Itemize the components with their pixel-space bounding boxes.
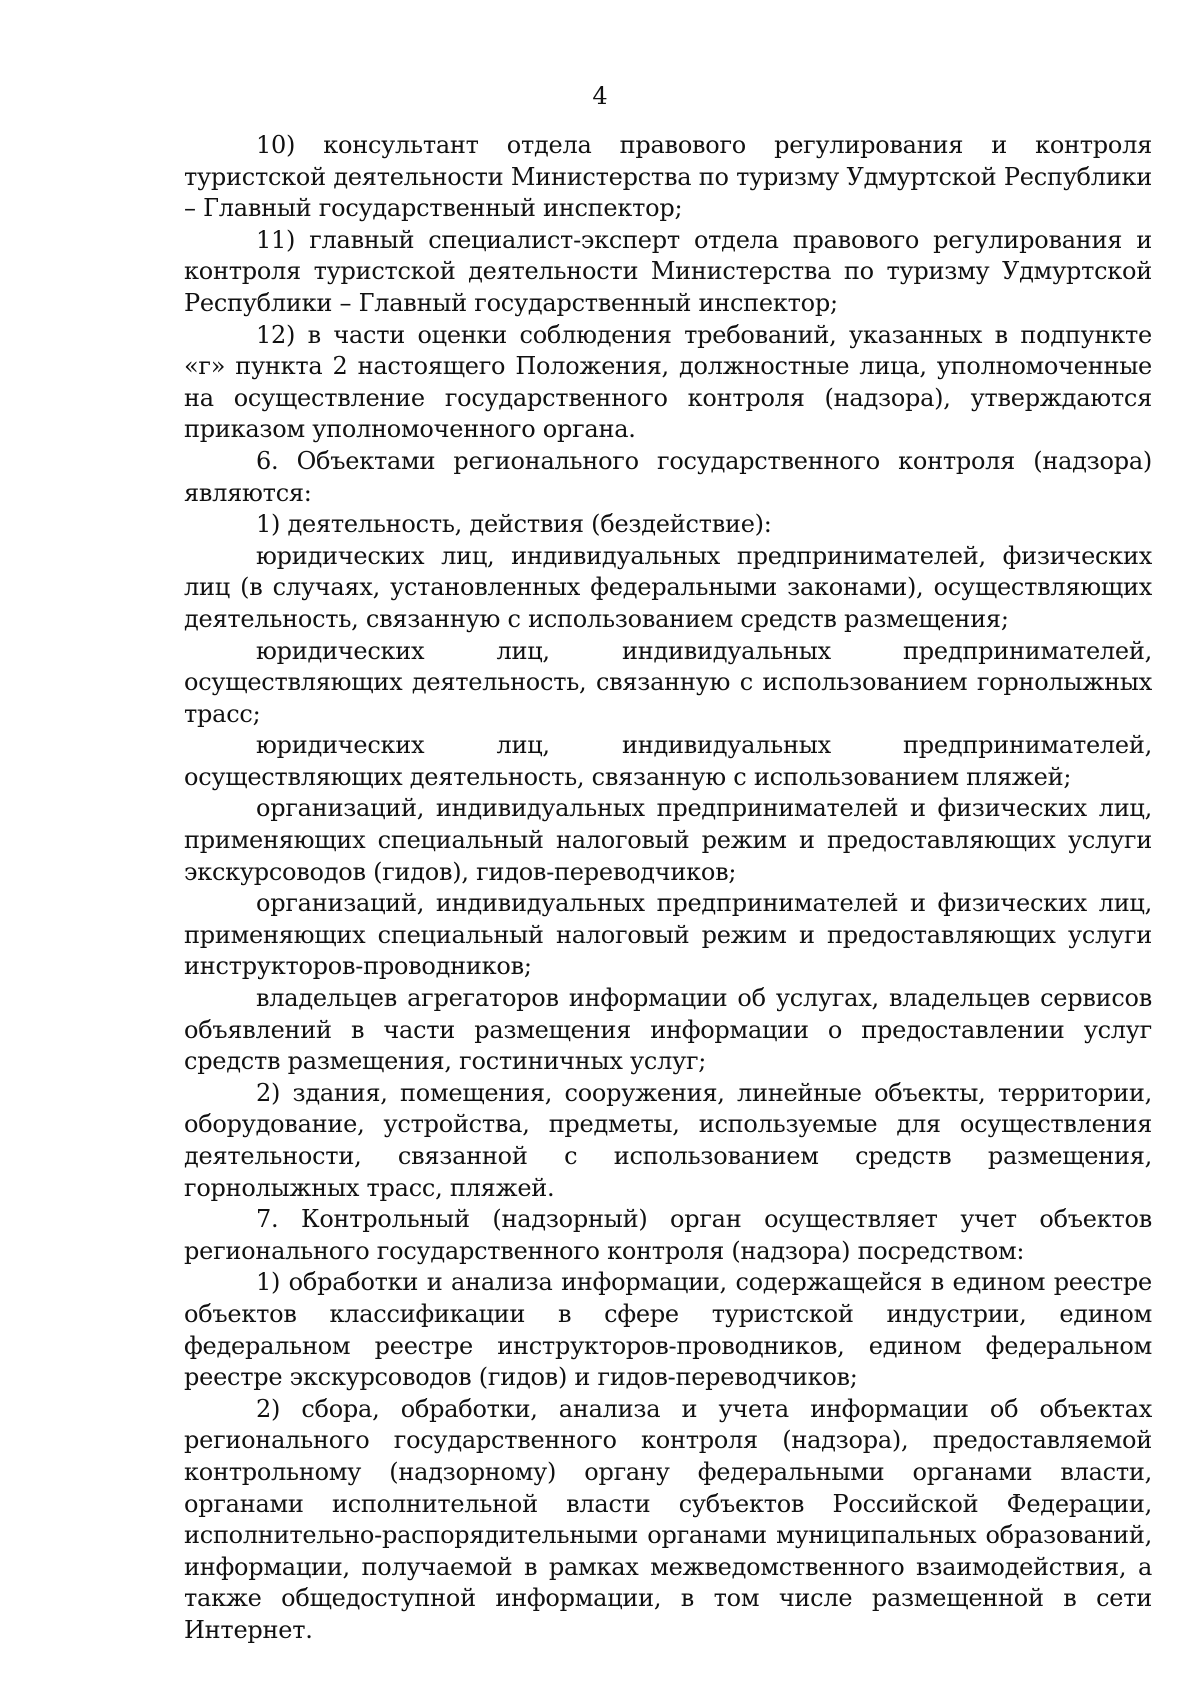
paragraph-section-7: 7. Контрольный (надзорный) орган осуществляет учет объектов регионального государственного контроля (надзора) посредством: (184, 1205, 1152, 1265)
paragraph-subitem: организаций, индивидуальных предпринимателей и физических лиц, применяющих специальный налоговый режим и предоставляющих услуги инструкторов-проводников; (184, 889, 1152, 981)
paragraph-section-6: 6. Объектами регионального государственного контроля (надзора) являются: (184, 446, 1152, 507)
paragraph-item-11: 11) главный специалист-эксперт отдела правового регулирования и контроля туристской деятельности Министерства по туризму Удмуртской Республики – Главный государственный инспектор; (184, 225, 1152, 317)
paragraph-subitem: владельцев агрегаторов информации об услугах, владельцев сервисов объявлений в части размещения информации о предоставлении услуг средств размещения, гостиничных услуг; (184, 984, 1152, 1076)
document-body (184, 130, 1152, 1647)
paragraph-item-10: 10) консультант отдела правового регулирования и контроля туристской деятельности Министерства по туризму Удмуртской Республики – Главный государственный инспектор; (184, 131, 1152, 223)
paragraph-subitem: юридических лиц, индивидуальных предпринимателей, осуществляющих деятельность, связанную с использованием пляжей; (184, 731, 1152, 791)
paragraph-section-6-item-1: 1) деятельность, действия (бездействие): (256, 510, 772, 539)
paragraph-item-12: 12) в части оценки соблюдения требований, указанных в подпункте «г» пункта 2 настоящего Положения, должностные лица, уполномоченные на осуществление государственного контроля (надзора), утверждаются приказом уполномоченного органа. (184, 320, 1152, 444)
paragraph-section-7-item-1: 1) обработки и анализа информации, содержащейся в едином реестре объектов классификации в сфере туристской индустрии, едином федеральном реестре инструкторов-проводников, едином федеральном реестре экскурсоводов (гидов) и гидов-переводчиков; (184, 1268, 1152, 1392)
paragraph-subitem: организаций, индивидуальных предпринимателей и физических лиц, применяющих специальный налоговый режим и предоставляющих услуги экскурсоводов (гидов), гидов-переводчиков; (184, 794, 1152, 886)
paragraph-subitem: юридических лиц, индивидуальных предпринимателей, физических лиц (в случаях, установленных федеральными законами), осуществляющих деятельность, связанную с использованием средств размещения; (184, 541, 1152, 633)
paragraph-subitem: юридических лиц, индивидуальных предпринимателей, осуществляющих деятельность, связанную с использованием горнолыжных трасс; (184, 636, 1152, 728)
paragraph-section-6-item-2: 2) здания, помещения, сооружения, линейные объекты, территории, оборудование, устройства, предметы, используемые для осуществления деятельности, связанной с использованием средств размещения, горнолыжных трасс, пляжей. (184, 1078, 1152, 1202)
page-number: 4 (592, 82, 608, 110)
paragraph-section-7-item-2: 2) сбора, обработки, анализа и учета информации об объектах регионального государственного контроля (надзора), предоставляемой контрольному (надзорному) органу федеральными органами власти, органами исполнительной власти субъектов Российской Федерации, исполнительно-распорядительными органами муниципальных образований, информации, получаемой в рамках межведомственного взаимодействия, а также общедоступной информации, в том числе размещенной в сети Интернет. (184, 1394, 1152, 1644)
